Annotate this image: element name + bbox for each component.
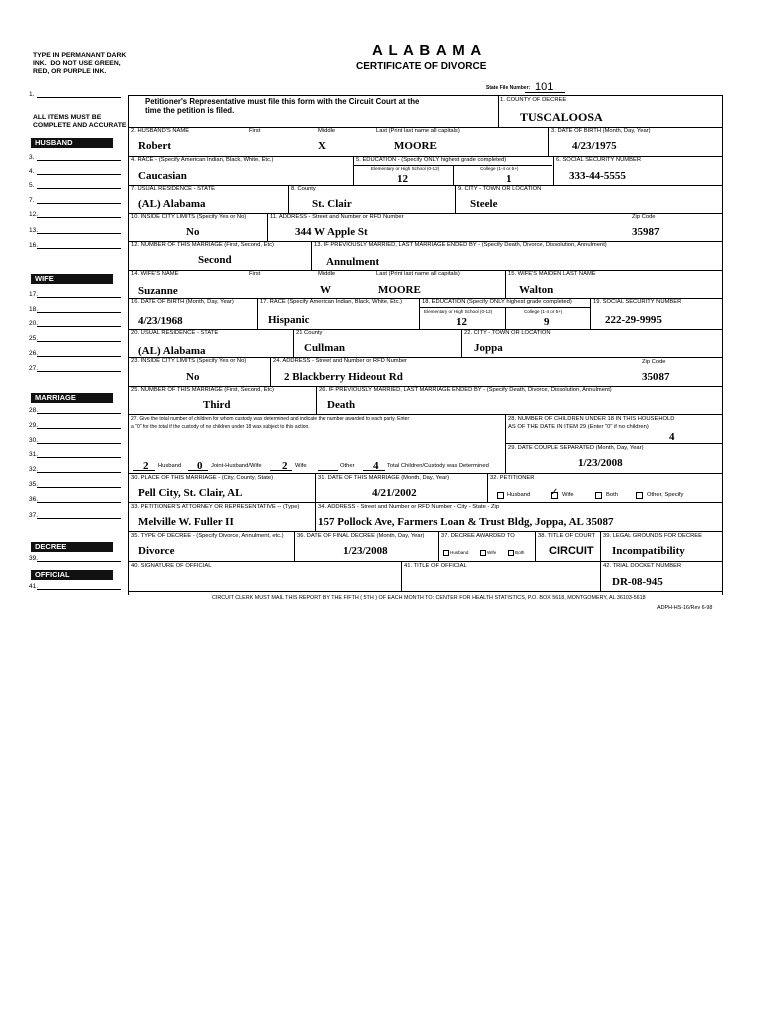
wife-last-value[interactable]: MOORE — [378, 284, 421, 296]
wife-inside-city-value[interactable]: No — [186, 371, 200, 383]
wife-maiden-label: 15. WIFE'S MAIDEN LAST NAME — [508, 271, 596, 277]
husband-prev-ended-label: 13. IF PREVIOUSLY MARRIED, LAST MARRIAGE ENDED BY - (Specify Death, Divorce, Dissolution, Annulment) — [314, 242, 607, 248]
wife-state-label: 20. USUAL RESIDENCE - STATE — [131, 330, 219, 336]
section-decree: DECREE — [31, 542, 113, 552]
state-title: A L A B A M A — [372, 42, 483, 59]
state-file-number-label: State File Number: — [486, 85, 531, 91]
ink-instructions: TYPE IN PERMANANT DARK INK. DO NOT USE GREEN, RED, OR PURPLE INK. — [33, 52, 127, 75]
state-file-number[interactable]: 101 — [535, 81, 554, 93]
wife-city-value[interactable]: Joppa — [474, 342, 503, 354]
court-title-label: 38. TITLE OF COURT — [538, 533, 596, 539]
custody-wife-label: Wife — [295, 463, 307, 469]
wife-edu-elem-label: Elementary or High School (0-12) — [424, 309, 493, 314]
legal-grounds-label: 39. LEGAL GROUNDS FOR DECREE — [603, 533, 702, 539]
wife-dob-value[interactable]: 4/23/1968 — [138, 315, 183, 327]
wife-education-label: 18. EDUCATION (Specify ONLY highest grade completed) — [422, 299, 572, 305]
husband-edu-elem-label: Elementary or High School (0-12) — [371, 166, 440, 171]
custody-total-value[interactable]: 4 — [373, 460, 379, 472]
husband-county-value[interactable]: St. Clair — [312, 198, 352, 210]
wife-first-label: First — [249, 271, 261, 277]
custody-instructions-line1: 27. Give the total number of children for whom custody was determined and indicate the number awarded to each party. Enter — [131, 416, 410, 422]
husband-ssn-label: 6. SOCIAL SECURITY NUMBER — [556, 157, 642, 163]
all-items-note: ALL ITEMS MUST BE COMPLETE AND ACCURATE — [33, 114, 127, 129]
decree-both-label: Both — [515, 550, 525, 555]
date-of-marriage-label: 31. DATE OF THIS MARRIAGE (Month, Day, Year) — [318, 475, 450, 481]
husband-education-label: 5. EDUCATION - (Specify ONLY highest grade completed) — [356, 157, 507, 163]
decree-awarded-label: 37. DECREE AWARDED TO — [441, 533, 515, 539]
wife-address-value[interactable]: 2 Blackberry Hideout Rd — [284, 371, 403, 383]
husband-address-value[interactable]: 344 W Apple St — [295, 226, 368, 238]
husband-city-value[interactable]: Steele — [470, 198, 498, 210]
wife-county-label: 21 County — [296, 330, 323, 336]
decree-husband-label: Husband — [450, 550, 469, 555]
place-of-marriage-value[interactable]: Pell City, St. Clair, AL — [138, 487, 243, 499]
husband-ssn-value[interactable]: 333-44-5555 — [569, 170, 626, 182]
custody-wife-value[interactable]: 2 — [282, 460, 288, 472]
attorney-address-value[interactable]: 157 Pollock Ave, Farmers Loan & Trust Bldg, Joppa, AL 35087 — [318, 516, 614, 528]
husband-edu-college-label: College (1-4 or 5+) — [480, 166, 519, 171]
wife-state-value[interactable]: (AL) Alabama — [138, 345, 206, 357]
decree-both-checkbox[interactable] — [508, 550, 514, 556]
check-icon: ✓ — [550, 487, 559, 498]
county-of-decree-label: 1. COUNTY OF DECREE — [500, 97, 567, 103]
decree-date-value[interactable]: 1/23/2008 — [343, 545, 388, 557]
custody-instructions-line2: a "0" for the total if the custody of no children under 18 was subject to this action. — [131, 424, 310, 430]
wife-race-value[interactable]: Hispanic — [268, 314, 310, 326]
section-official: OFFICIAL — [31, 570, 113, 580]
petitioner-both-label: Both — [606, 492, 618, 498]
wife-middle-value[interactable]: W — [320, 284, 331, 296]
decree-type-label: 35. TYPE OF DECREE - (Specify Divorce, Annulment, etc.) — [131, 533, 284, 539]
place-of-marriage-label: 30. PLACE OF THIS MARRIAGE - (City, County, State) — [131, 475, 274, 481]
petitioner-both-checkbox[interactable] — [595, 492, 602, 499]
husband-name-label: 2. HUSBAND'S NAME — [131, 128, 190, 134]
custody-joint-label: Joint-Husband/Wife — [211, 463, 262, 469]
husband-first-value[interactable]: Robert — [138, 140, 171, 152]
attorney-label: 33. PETITIONER'S ATTORNEY OR REPRESENTATIVE -- (Type) — [131, 504, 300, 510]
mail-instructions: CIRCUIT CLERK MUST MAIL THIS REPORT BY THE FIFTH ( 5TH ) OF EACH MONTH TO: CENTER FOR HEALTH STATISTICS, P.O. BOX 5618, MONTGOMERY, AL 36103-5618 — [212, 595, 646, 601]
decree-date-label: 36. DATE OF FINAL DECREE (Month, Day, Year) — [297, 533, 425, 539]
wife-ssn-label: 19. SOCIAL SECURITY NUMBER — [593, 299, 682, 305]
decree-husband-checkbox[interactable] — [443, 550, 449, 556]
wife-race-label: 17. RACE (Specify American Indian, Black, White, Etc.) — [260, 299, 403, 305]
wife-prev-ended-value[interactable]: Death — [327, 399, 356, 411]
petition-note: Petitioner's Representative must file this form with the Circuit Court at the time the petition is filed. — [145, 97, 420, 115]
wife-address-label: 24. ADDRESS - Street and Number or RFD Number — [273, 358, 408, 364]
wife-marriage-number-label: 25. NUMBER OF THIS MARRIAGE (First, Second, Etc) — [131, 387, 274, 393]
petitioner-husband-checkbox[interactable] — [497, 492, 504, 499]
husband-first-label: First — [249, 128, 261, 134]
wife-zip-value[interactable]: 35087 — [642, 371, 670, 383]
husband-dob-label: 3. DATE OF BIRTH (Month, Day, Year) — [551, 128, 651, 134]
husband-marriage-number-value[interactable]: Second — [198, 254, 232, 266]
trial-docket-value[interactable]: DR-08-945 — [612, 576, 663, 588]
petitioner-husband-label: Husband — [507, 492, 531, 498]
husband-edu-elem-value[interactable]: 12 — [397, 173, 408, 185]
wife-marriage-number-value[interactable]: Third — [203, 399, 231, 411]
county-of-decree-value[interactable]: TUSCALOOSA — [520, 110, 603, 124]
petitioner-other-checkbox[interactable] — [636, 492, 643, 499]
section-marriage: MARRIAGE — [31, 393, 113, 403]
custody-husband-label: Husband — [158, 463, 182, 469]
husband-marriage-number-label: 12. NUMBER OF THIS MARRIAGE (First, Second, Etc) — [131, 242, 274, 248]
wife-inside-city-label: 23. INSIDE CITY LIMITS (Specify Yes or No) — [131, 358, 247, 364]
children-household-value[interactable]: 4 — [669, 431, 675, 443]
husband-edu-college-value[interactable]: 1 — [506, 173, 512, 185]
date-of-marriage-value[interactable]: 4/21/2002 — [372, 487, 417, 499]
custody-other-label: Other — [340, 463, 355, 469]
wife-city-label: 22. CITY - TOWN OR LOCATION — [464, 330, 551, 336]
custody-total-label: Total Children/Custody was Determined — [387, 463, 489, 469]
court-title-value[interactable]: CIRCUIT — [549, 545, 594, 557]
custody-husband-value[interactable]: 2 — [143, 460, 149, 472]
trial-docket-label: 42. TRIAL DOCKET NUMBER — [603, 563, 682, 569]
husband-last-value[interactable]: MOORE — [394, 140, 437, 152]
wife-dob-label: 16. DATE OF BIRTH (Month, Day, Year) — [131, 299, 234, 305]
husband-county-label: 8. County — [291, 186, 316, 192]
wife-name-label: 14. WIFE'S NAME — [131, 271, 179, 277]
husband-race-label: 4. RACE - (Specify American Indian, Black, White, Etc.) — [131, 157, 274, 163]
wife-middle-label: Middle — [318, 271, 336, 277]
petitioner-label: 32. PETITIONER — [490, 475, 535, 481]
wife-prev-ended-label: 26. IF PREVIOUSLY MARRIED, LAST MARRIAGE ENDED BY - (Specify Death, Divorce, Dissolution, Annulment) — [319, 387, 612, 393]
husband-middle-value[interactable]: X — [318, 140, 326, 152]
husband-race-value[interactable]: Caucasian — [138, 170, 187, 182]
husband-state-value[interactable]: (AL) Alabama — [138, 198, 206, 210]
children-household-label-2: AS OF THE DATE IN ITEM 29 (Enter "0" if no children) — [508, 424, 649, 430]
date-separated-value[interactable]: 1/23/2008 — [578, 457, 623, 469]
children-household-label-1: 28. NUMBER OF CHILDREN UNDER 18 IN THIS HOUSEHOLD — [508, 416, 675, 422]
section-husband: HUSBAND — [31, 138, 113, 148]
signature-label: 40. SIGNATURE OF OFFICIAL — [131, 563, 212, 569]
wife-edu-college-label: College (1-4 or 5+) — [524, 309, 563, 314]
official-title-label: 41. TITLE OF OFFICIAL — [404, 563, 467, 569]
section-wife: WIFE — [31, 274, 113, 284]
wife-first-value[interactable]: Suzanne — [138, 285, 178, 297]
decree-type-value[interactable]: Divorce — [138, 545, 175, 557]
wife-edu-elem-value[interactable]: 12 — [456, 316, 467, 328]
husband-middle-label: Middle — [318, 128, 336, 134]
wife-ssn-value[interactable]: 222-29-9995 — [605, 314, 662, 326]
wife-zip-label: Zip Code — [642, 359, 666, 365]
attorney-address-label: 34. ADDRESS - Street and Number or RFD Number - City - State - Zip — [318, 504, 500, 510]
petitioner-other-label: Other, Specify — [647, 492, 684, 498]
wife-maiden-value[interactable]: Walton — [519, 284, 554, 296]
legal-grounds-value[interactable]: Incompatibility — [612, 545, 685, 557]
form-title: CERTIFICATE OF DIVORCE — [356, 61, 487, 72]
husband-zip-label: Zip Code — [632, 214, 656, 220]
date-separated-label: 29. DATE COUPLE SEPARATED (Month, Day, Year) — [508, 445, 644, 451]
husband-state-label: 7. USUAL RESIDENCE - STATE — [131, 186, 215, 192]
wife-county-value[interactable]: Cullman — [304, 342, 345, 354]
form-id: ADPH-HS-16/Rev 6-98 — [657, 605, 713, 611]
husband-zip-value[interactable]: 35987 — [632, 226, 660, 238]
husband-inside-city-value[interactable]: No — [186, 226, 200, 238]
wife-edu-college-value[interactable]: 9 — [544, 316, 550, 328]
husband-prev-ended-value[interactable]: Annulment — [326, 256, 380, 268]
decree-wife-checkbox[interactable] — [480, 550, 486, 556]
husband-last-label: Last (Print last name all capitals) — [376, 128, 460, 134]
husband-inside-city-label: 10. INSIDE CITY LIMITS (Specify Yes or No) — [131, 214, 247, 220]
decree-wife-label: Wife — [487, 550, 497, 555]
petitioner-wife-label: Wife — [562, 492, 574, 498]
attorney-value[interactable]: Melville W. Fuller II — [138, 516, 234, 528]
husband-dob-value[interactable]: 4/23/1975 — [572, 140, 617, 152]
husband-city-label: 9. CITY - TOWN OR LOCATION — [458, 186, 542, 192]
husband-address-label: 11. ADDRESS - Street and Number or RFD Number — [270, 214, 404, 220]
wife-last-label: Last (Print last name all capitals) — [376, 271, 460, 277]
custody-joint-value[interactable]: 0 — [197, 460, 203, 472]
